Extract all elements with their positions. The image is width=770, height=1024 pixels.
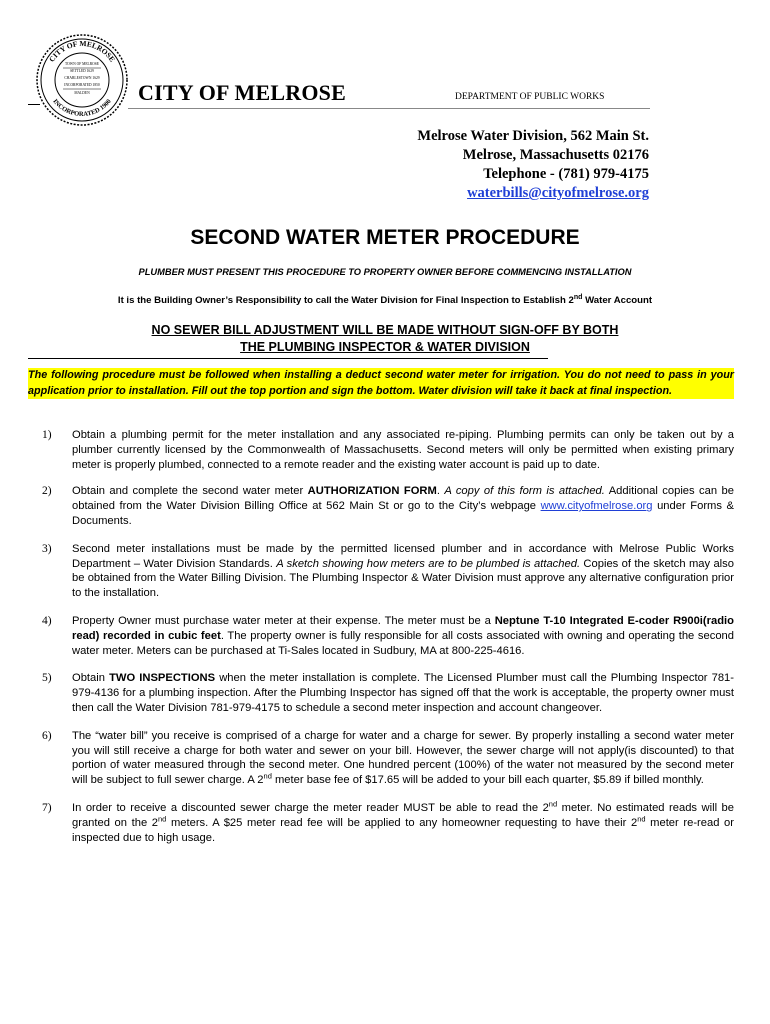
authorization-form-label: AUTHORIZATION FORM: [307, 485, 437, 498]
two-inspections-label: TWO INSPECTIONS: [109, 672, 216, 685]
step-text-part: .: [436, 485, 445, 498]
no-sewer-warning: [0, 322, 770, 356]
no-sewer-line-2: THE PLUMBING INSPECTOR & WATER DIVISION: [240, 340, 530, 354]
step-text: [72, 801, 734, 845]
seal-line: MALDEN: [74, 91, 90, 95]
step-number: 2): [42, 485, 52, 498]
step-number: 4): [42, 614, 52, 627]
header-rule: [128, 108, 650, 109]
step-text-part: . The property owner is fully responsible for all costs associated with owning and operating the second water meter. Meters can be purchased at Ti-Sales located in Sudbury, MA at 800-225-4616.: [72, 629, 734, 657]
meter-model: Neptune T-10 Integrated E-coder R900i(radio read) recorded in cubic feet: [72, 614, 734, 642]
page-title: SECOND WATER METER PROCEDURE: [190, 226, 580, 249]
seal-bottom-text: INCORPORATED 1900: [51, 98, 113, 119]
step-number: 7): [42, 801, 52, 814]
step-italic-note: A copy of this form is attached.: [444, 485, 605, 498]
address-block: [417, 127, 649, 203]
step-text-part: Obtain: [72, 672, 110, 685]
step-text-part: meter re-read or inspected due to high usage.: [72, 816, 734, 844]
city-website-link[interactable]: www.cityofmelrose.org: [540, 500, 653, 513]
ordinal-sup: nd: [263, 771, 272, 781]
address-line-1: Melrose Water Division, 562 Main St.: [417, 128, 649, 144]
separator-rule: [28, 358, 548, 359]
procedure-steps: [28, 428, 734, 845]
step-5: [28, 671, 734, 715]
email-link[interactable]: waterbills@cityofmelrose.org: [467, 185, 649, 201]
header-left-rule: [28, 104, 40, 105]
step-text-part: meter. No estimated reads will be granted on the 2: [72, 801, 734, 829]
step-number: 5): [42, 672, 52, 685]
step-text-part: In order to receive a discounted sewer charge the meter reader MUST be able to read the 2: [72, 801, 549, 814]
step-text-part: under Forms & Documents.: [72, 500, 734, 527]
no-sewer-line-1: NO SEWER BILL ADJUSTMENT WILL BE MADE WITHOUT SIGN-OFF BY BOTH: [151, 323, 619, 337]
step-text: [72, 484, 734, 528]
department-name: DEPARTMENT OF PUBLIC WORKS: [455, 92, 605, 102]
seal-line: SETTLED 1629: [70, 69, 94, 73]
step-text-part: meters. A $25 meter read fee will be applied to any homeowner requesting to have their 2: [166, 816, 638, 829]
step-3: [28, 542, 734, 601]
step-text-part: Additional copies can be obtained from the Water Division Billing Office at 562 Main St or go to the City’s webpage: [72, 485, 734, 513]
step-text: [72, 428, 734, 472]
address-phone: Telephone - (781) 979-4175: [483, 166, 649, 182]
step-4: [28, 614, 734, 658]
step-text-part: Obtain a plumbing permit for the meter installation and any associated re-piping. Plumbing permits can only be taken out by a plumber currently licensed by the Commonwealth of Massachusetts. Second meters will only be permitted when existing primary meter is properly plumbed, connected to a remote reader and the existing water account is paid up to date.: [72, 429, 734, 471]
step-text-part: when the meter installation is complete. The Licensed Plumber must call the Plumbing Inspector 781-979-4136 for a plumbing inspection. After the Plumbing Inspector has signed off that the work is acceptable, the property owner must then call the Water Division 781-979-4175 to schedule a second meter inspection and account changeover.: [72, 672, 734, 714]
ordinal-sup: nd: [637, 814, 646, 823]
owner-note-text: It is the Building Owner’s Responsibility to call the Water Division for Final Inspection to Establish 2: [117, 295, 574, 307]
plumber-note: PLUMBER MUST PRESENT THIS PROCEDURE TO PROPERTY OWNER BEFORE COMMENCING INSTALLATION: [138, 267, 632, 277]
step-text-part: Second meter installations must be made by the permitted licensed plumber and in accordance with Melrose Public Works Department – Water Division Standards.: [72, 542, 734, 570]
highlighted-instructions: The following procedure must be followed when installing a deduct second water meter for irrigation. You do not need to pass in your application prior to installation. Fill out the top portion and sign the bottom. Water division will take it back at final inspection.: [28, 368, 734, 399]
step-number: 1): [42, 429, 52, 441]
step-7: [28, 801, 734, 845]
step-text-part: meter base fee of $17.65 will be added to your bill each quarter, $5.89 if billed monthly.: [271, 774, 704, 787]
owner-note-sup: nd: [573, 294, 583, 301]
step-1: [28, 428, 734, 472]
city-name: CITY OF MELROSE: [138, 80, 346, 105]
step-number: 3): [42, 542, 52, 555]
ordinal-sup: nd: [158, 814, 167, 823]
step-text-part: Copies of the sketch may also be obtained from the Water Billing Division. The Plumbing Inspector & Water Division must approve any alternative configuration prior to the installation.: [72, 557, 734, 600]
city-seal: [36, 34, 128, 126]
ordinal-sup: nd: [548, 799, 558, 809]
step-italic-note: A sketch showing how meters are to be plumbed is attached.: [276, 557, 581, 570]
address-line-2: Melrose, Massachusetts 02176: [462, 147, 649, 163]
owner-note: [0, 294, 770, 306]
step-text: [72, 614, 734, 658]
seal-line: CHARLESTOWN 1629: [64, 76, 100, 80]
owner-note-text-end: Water Account: [582, 295, 653, 307]
step-number: 6): [42, 729, 52, 742]
seal-line: TOWN OF MELROSE: [65, 62, 99, 66]
seal-line: INCORPORATED 1850: [64, 83, 100, 87]
step-text-part: Property Owner must purchase water meter at their expense. The meter must be a: [72, 614, 495, 627]
step-text-part: The “water bill” you receive is comprised of a charge for water and a charge for sewer. By properly installing a second water meter you will still receive a charge for both water and sewer on your bill. However, the sewer charge will not apply(is discounted) to that portion of water measured through the second meter. One hundred percent (100%) of the water not measured by the second meter will be subject to full sewer charge. A 2: [72, 729, 734, 787]
step-text: [72, 729, 734, 788]
step-6: [28, 729, 734, 788]
step-2: [28, 484, 734, 528]
step-text: [72, 542, 734, 601]
seal-top-text: CITY OF MELROSE: [47, 38, 117, 64]
step-text-part: Obtain and complete the second water meter: [72, 485, 308, 498]
step-text: [72, 671, 734, 715]
